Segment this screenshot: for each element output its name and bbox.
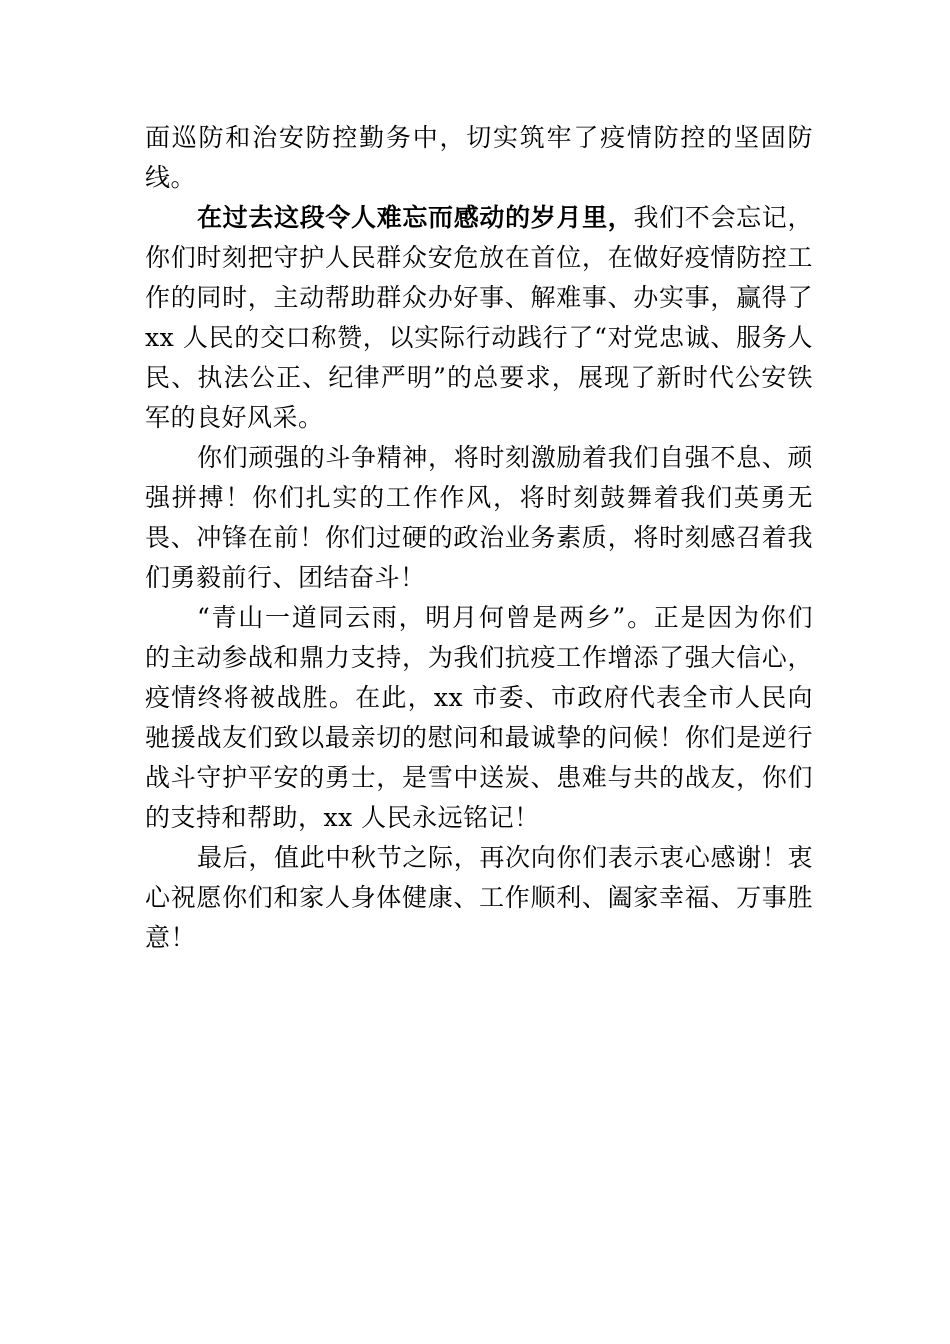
paragraph-body: 我们不会忘记，你们时刻把守护人民群众安危放在首位，在做好疫情防控工作的同时，主动帮助群众办好事、解难事、办实事，赢得了 xx 人民的交口称赞，以实际行动践行了“对党忠诚、服务人民、执法公正、纪律严明”的总要求，展现了新时代公安铁军的良好风采。 (145, 203, 813, 432)
paragraph-poem-thanks: “青山一道同云雨，明月何曾是两乡”。正是因为你们 的主动参战和鼎力支持，为我们抗疫工作增添了强大信心，疫情终将被战胜。在此，xx 市委、市政府代表全市人民向驰援战友们致以最亲切的慰问和最诚挚的问候！你们是逆行战斗守护平安的勇士，是雪中送炭、患难与共的战友，你们的支持和帮助，xx 人民永远铭记！ (145, 603, 813, 832)
paragraph-spirit: 你们顽强的斗争精神，将时刻激励着我们自强不息、顽强拼搏！你们扎实的工作作风，将时刻鼓舞着我们英勇无畏、冲锋在前！你们过硬的政治业务素质，将时刻感召着我们勇毅前行、团结奋斗！ (145, 443, 813, 592)
paragraph-continuation: 面巡防和治安防控勤务中，切实筑牢了疫情防控的坚固防线。 (145, 123, 813, 192)
paragraph-memories (145, 198, 813, 438)
paragraph-closing-wishes: 最后，值此中秋节之际，再次向你们表示衷心感谢！衷心祝愿你们和家人身体健康、工作顺利、阖家幸福、万事胜意！ (145, 843, 813, 952)
document-body (145, 118, 813, 958)
paragraph-lead-bold: 在过去这段令人难忘而感动的岁月里， (197, 203, 634, 232)
